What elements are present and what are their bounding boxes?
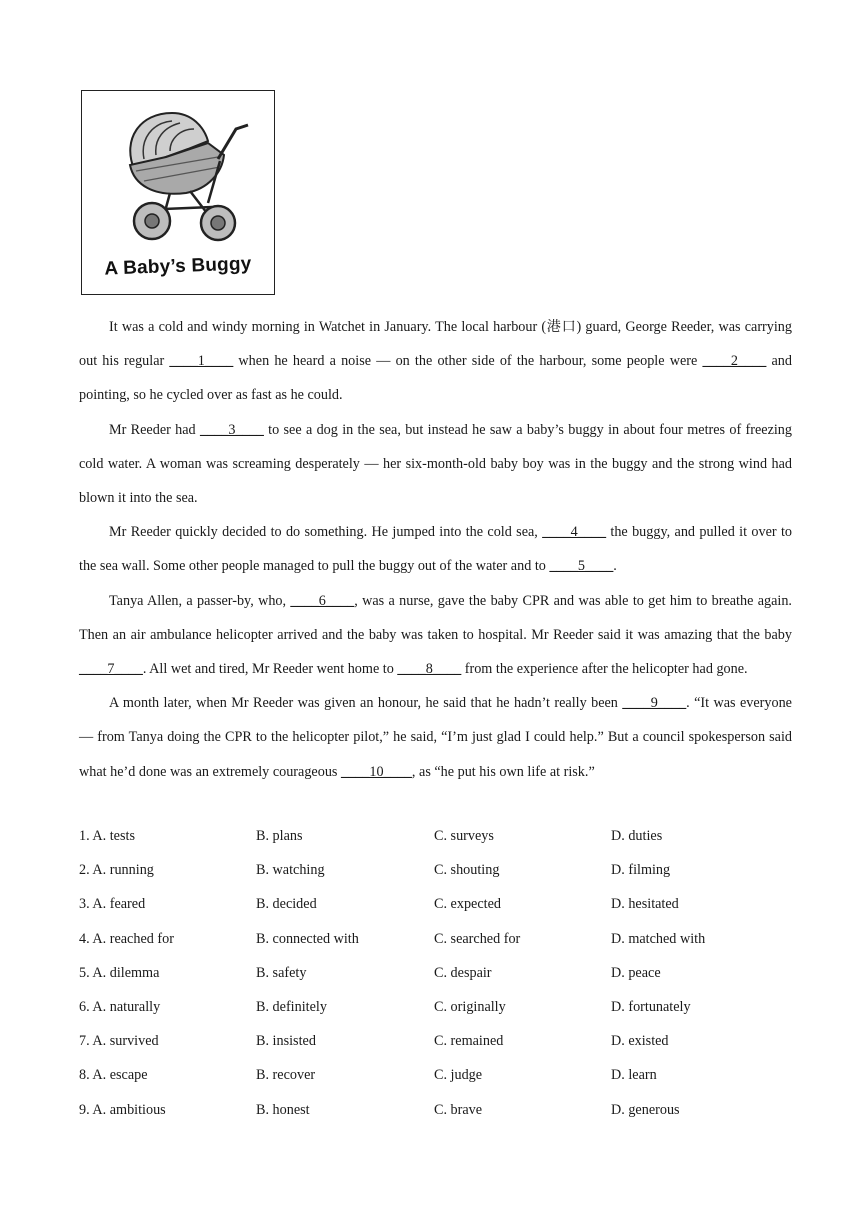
passage-text: . All wet and tired, Mr Reeder went home to [142, 661, 398, 678]
option-a: 2. A. running [79, 862, 154, 879]
option-a: 4. A. reached for [79, 930, 174, 947]
question-options-row [79, 958, 792, 992]
option-d: D. existed [611, 1033, 669, 1050]
option-c: C. remained [434, 1033, 504, 1050]
option-b: B. definitely [256, 998, 327, 1015]
option-d: D. hesitated [611, 896, 679, 913]
answer-blank: ____3____ [199, 421, 264, 438]
passage-paragraph [79, 686, 792, 789]
option-a: 6. A. naturally [79, 998, 161, 1015]
buggy-illustration [81, 90, 275, 295]
passage-text: Tanya Allen, a passer-by, who, [109, 592, 291, 609]
option-d: D. learn [611, 1067, 657, 1084]
option-c: C. surveys [434, 828, 494, 844]
passage-paragraph [79, 310, 792, 413]
passage-paragraph [79, 413, 792, 516]
passage-text: the buggy, and pulled it over to the sea wall. Some other people managed to pull the buggy out of the water and to [79, 524, 792, 575]
option-b: B. recover [256, 1067, 316, 1084]
passage-text: , as “he put his own life at risk.” [411, 763, 595, 780]
option-c: C. expected [434, 896, 501, 913]
option-b: B. honest [256, 1101, 310, 1118]
option-a: 1. A. tests [79, 828, 135, 844]
option-b: B. watching [256, 862, 325, 879]
question-options-row [79, 1060, 792, 1094]
question-options-row [79, 821, 792, 855]
option-a: 5. A. dilemma [79, 964, 160, 981]
option-a: 8. A. escape [79, 1067, 148, 1084]
question-options-row [79, 924, 792, 958]
answer-blank: ____8____ [397, 661, 462, 678]
passage-text: when he heard a noise — on the other side of the harbour, some people were [233, 353, 703, 370]
question-options-row [79, 992, 792, 1026]
passage-text: and pointing, so he cycled over as fast as he could. [79, 353, 792, 404]
passage-paragraph [79, 515, 792, 583]
passage-text: from the experience after the helicopter had gone. [461, 661, 748, 678]
option-b: B. decided [256, 896, 317, 913]
option-c: C. searched for [434, 930, 521, 947]
option-c: C. brave [434, 1101, 483, 1118]
passage-text: to see a dog in the sea, but instead he saw a baby’s buggy in about four metres of freezing cold water. A woman was screaming desperately — her six-month-old baby boy was in the buggy and the strong wind had blown it into the sea. [79, 421, 792, 507]
option-d: D. peace [611, 964, 661, 981]
option-d: D. fortunately [611, 998, 691, 1015]
option-d: D. matched with [611, 930, 706, 947]
option-d: D. generous [611, 1101, 680, 1118]
question-options-row [79, 855, 792, 889]
option-b: B. insisted [256, 1033, 316, 1050]
option-c: C. originally [434, 998, 506, 1015]
question-options-row [79, 1026, 792, 1060]
answer-blank: ____10____ [340, 763, 412, 780]
answer-blank: ____6____ [290, 592, 355, 609]
answer-blank: ____2____ [702, 353, 767, 370]
option-b: B. connected with [256, 930, 359, 947]
passage-text: . “It was everyone — from Tanya doing the CPR to the helicopter pilot,” he said, “I’m just glad I could help.” But a council spokesperson said what he’d done was an extremely courageous [79, 695, 792, 780]
answer-blank: ____5____ [549, 558, 614, 575]
option-a: 7. A. survived [79, 1033, 159, 1050]
question-options-row [79, 889, 792, 923]
answer-blank: ____1____ [169, 353, 234, 370]
passage-text: Mr Reeder quickly decided to do something. He jumped into the cold sea, [109, 524, 543, 541]
passage-text: . [613, 558, 617, 575]
answer-blank: ____4____ [542, 524, 607, 541]
answer-blank: ____9____ [622, 695, 687, 712]
reading-passage [79, 310, 792, 789]
passage-paragraph [79, 584, 792, 687]
option-d: D. filming [611, 862, 671, 879]
option-c: C. judge [434, 1067, 483, 1084]
option-b: B. plans [256, 828, 303, 844]
baby-buggy-icon [100, 99, 260, 249]
answer-blank: ____7____ [79, 661, 143, 678]
passage-text: A month later, when Mr Reeder was given an honour, he said that he hadn’t really been [109, 695, 623, 712]
option-c: C. shouting [434, 862, 500, 879]
option-d: D. duties [611, 828, 663, 844]
figure-caption: A Baby’s Buggy [104, 253, 252, 280]
option-c: C. despair [434, 964, 492, 981]
passage-text: It was a cold and windy morning in Watchet in January. The local harbour (港口) guard, George Reeder, was carrying out his regular [79, 319, 792, 370]
option-b: B. safety [256, 964, 307, 981]
option-a: 9. A. ambitious [79, 1101, 166, 1118]
passage-text: , was a nurse, gave the baby CPR and was able to get him to breathe again. Then an air ambulance helicopter arrived and the baby was taken to hospital. Mr Reeder said it was amazing that the baby [79, 592, 792, 643]
question-options-row [79, 1095, 792, 1129]
option-a: 3. A. feared [79, 896, 146, 913]
answer-options [79, 821, 792, 1129]
passage-text: Mr Reeder had [109, 421, 200, 438]
